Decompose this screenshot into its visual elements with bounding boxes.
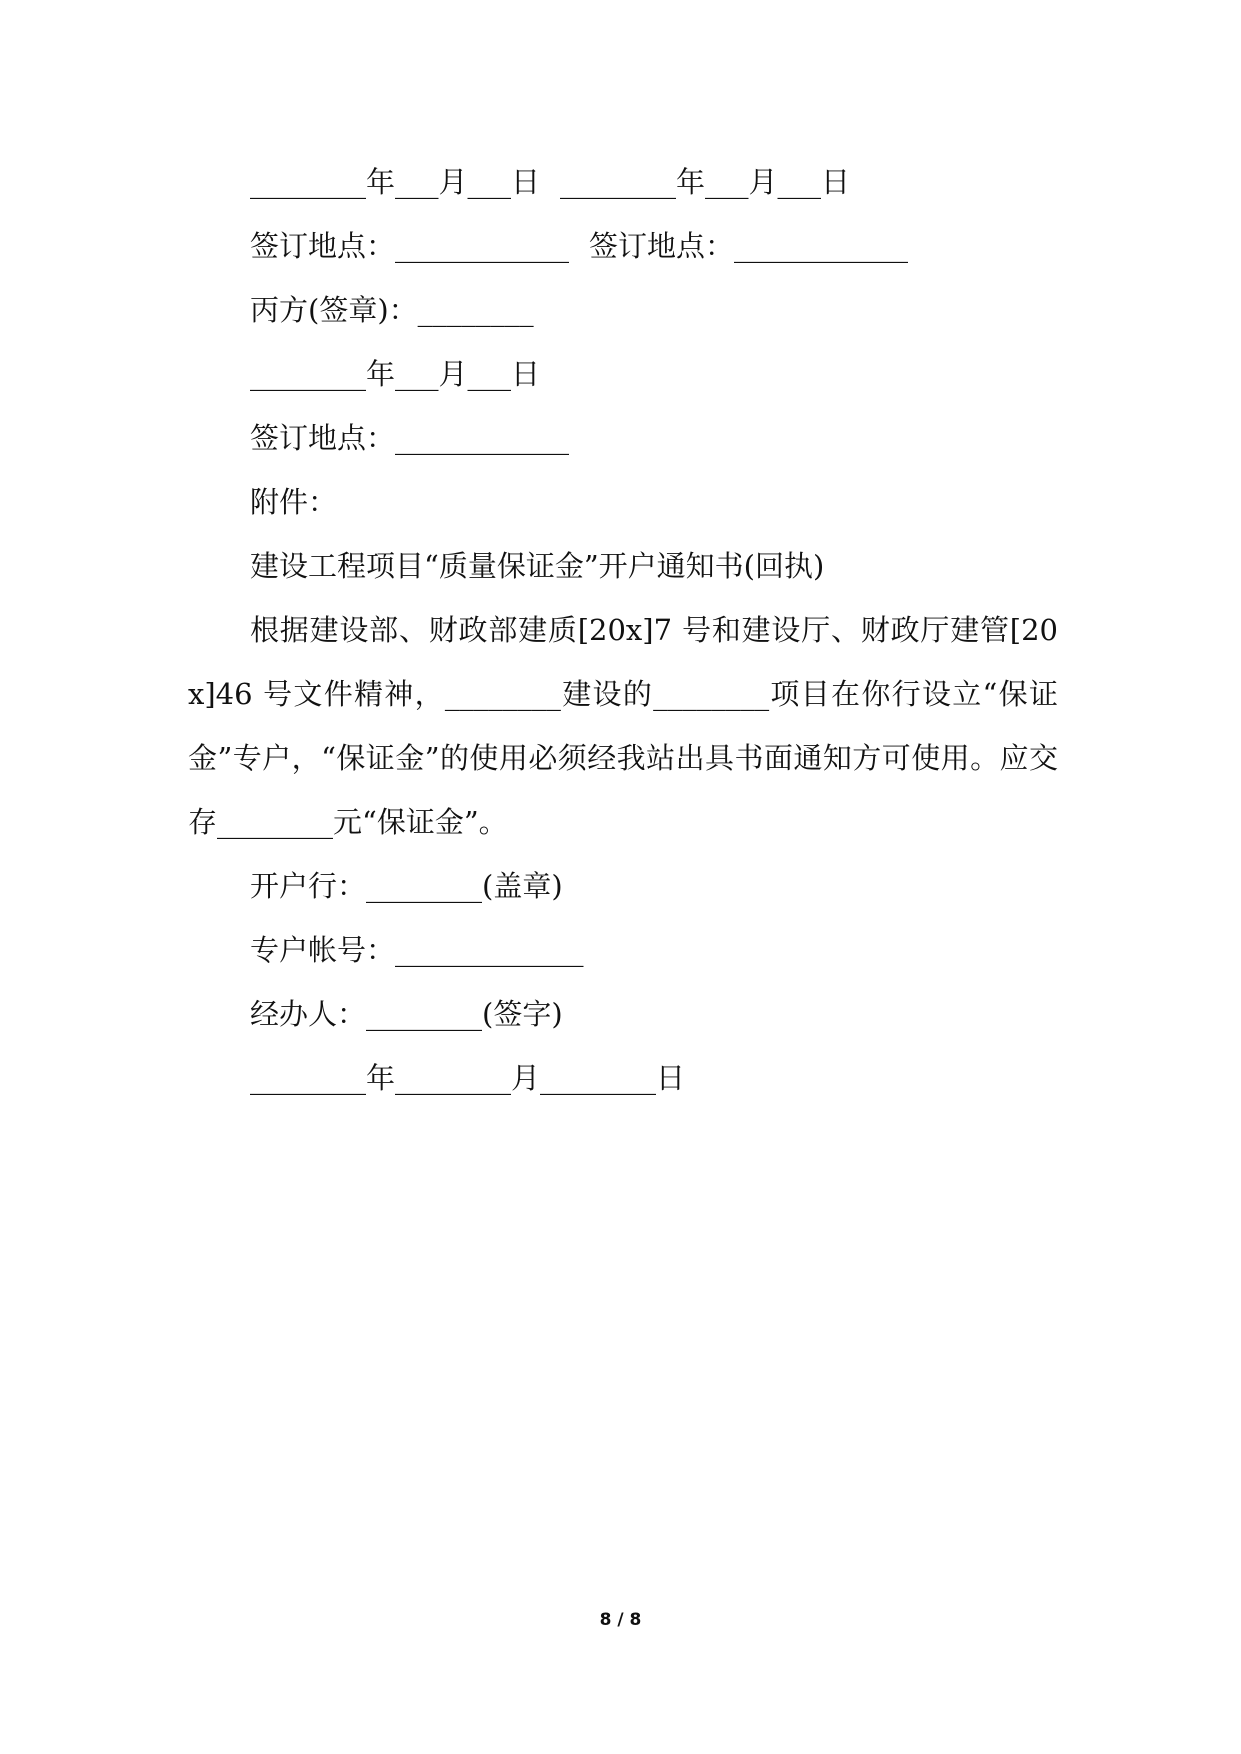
document-content (188, 150, 1058, 1110)
signature-place-row (188, 214, 1058, 278)
place-line-left: 签订地点：____________ (250, 229, 570, 263)
bank-line: 开户行：________(盖章) (250, 869, 563, 903)
page-number: 8 / 8 (599, 1610, 642, 1630)
attachment-body: 根据建设部、财政部建质[20x]7 号和建设厅、财政厅建管[20x]46 号文件精神，________建设的________项目在你行设立“保证金”专户，“保证金”的使用必须经我站出具书面通知方可使用。应交存________元“保证金”。 (188, 613, 1058, 839)
attachment-label: 附件： (250, 485, 338, 519)
handler-line: 经办人：________(签字) (250, 997, 563, 1031)
party-c-date: ________年___月___日 (250, 357, 541, 391)
party-c-signature: 丙方(签章)：________ (250, 293, 534, 327)
date-line-left: ________年___月___日 (250, 165, 541, 199)
signature-date-row (188, 150, 1058, 214)
party-c-place: 签订地点：____________ (250, 421, 570, 455)
date-line-right: ________年___月___日 (560, 165, 851, 199)
receipt-date-line: ________年________月________日 (250, 1061, 686, 1095)
attachment-title: 建设工程项目“质量保证金”开户通知书(回执) (250, 549, 825, 583)
place-line-right: 签订地点：____________ (589, 229, 909, 263)
account-line: 专户帐号：_____________ (250, 933, 584, 967)
